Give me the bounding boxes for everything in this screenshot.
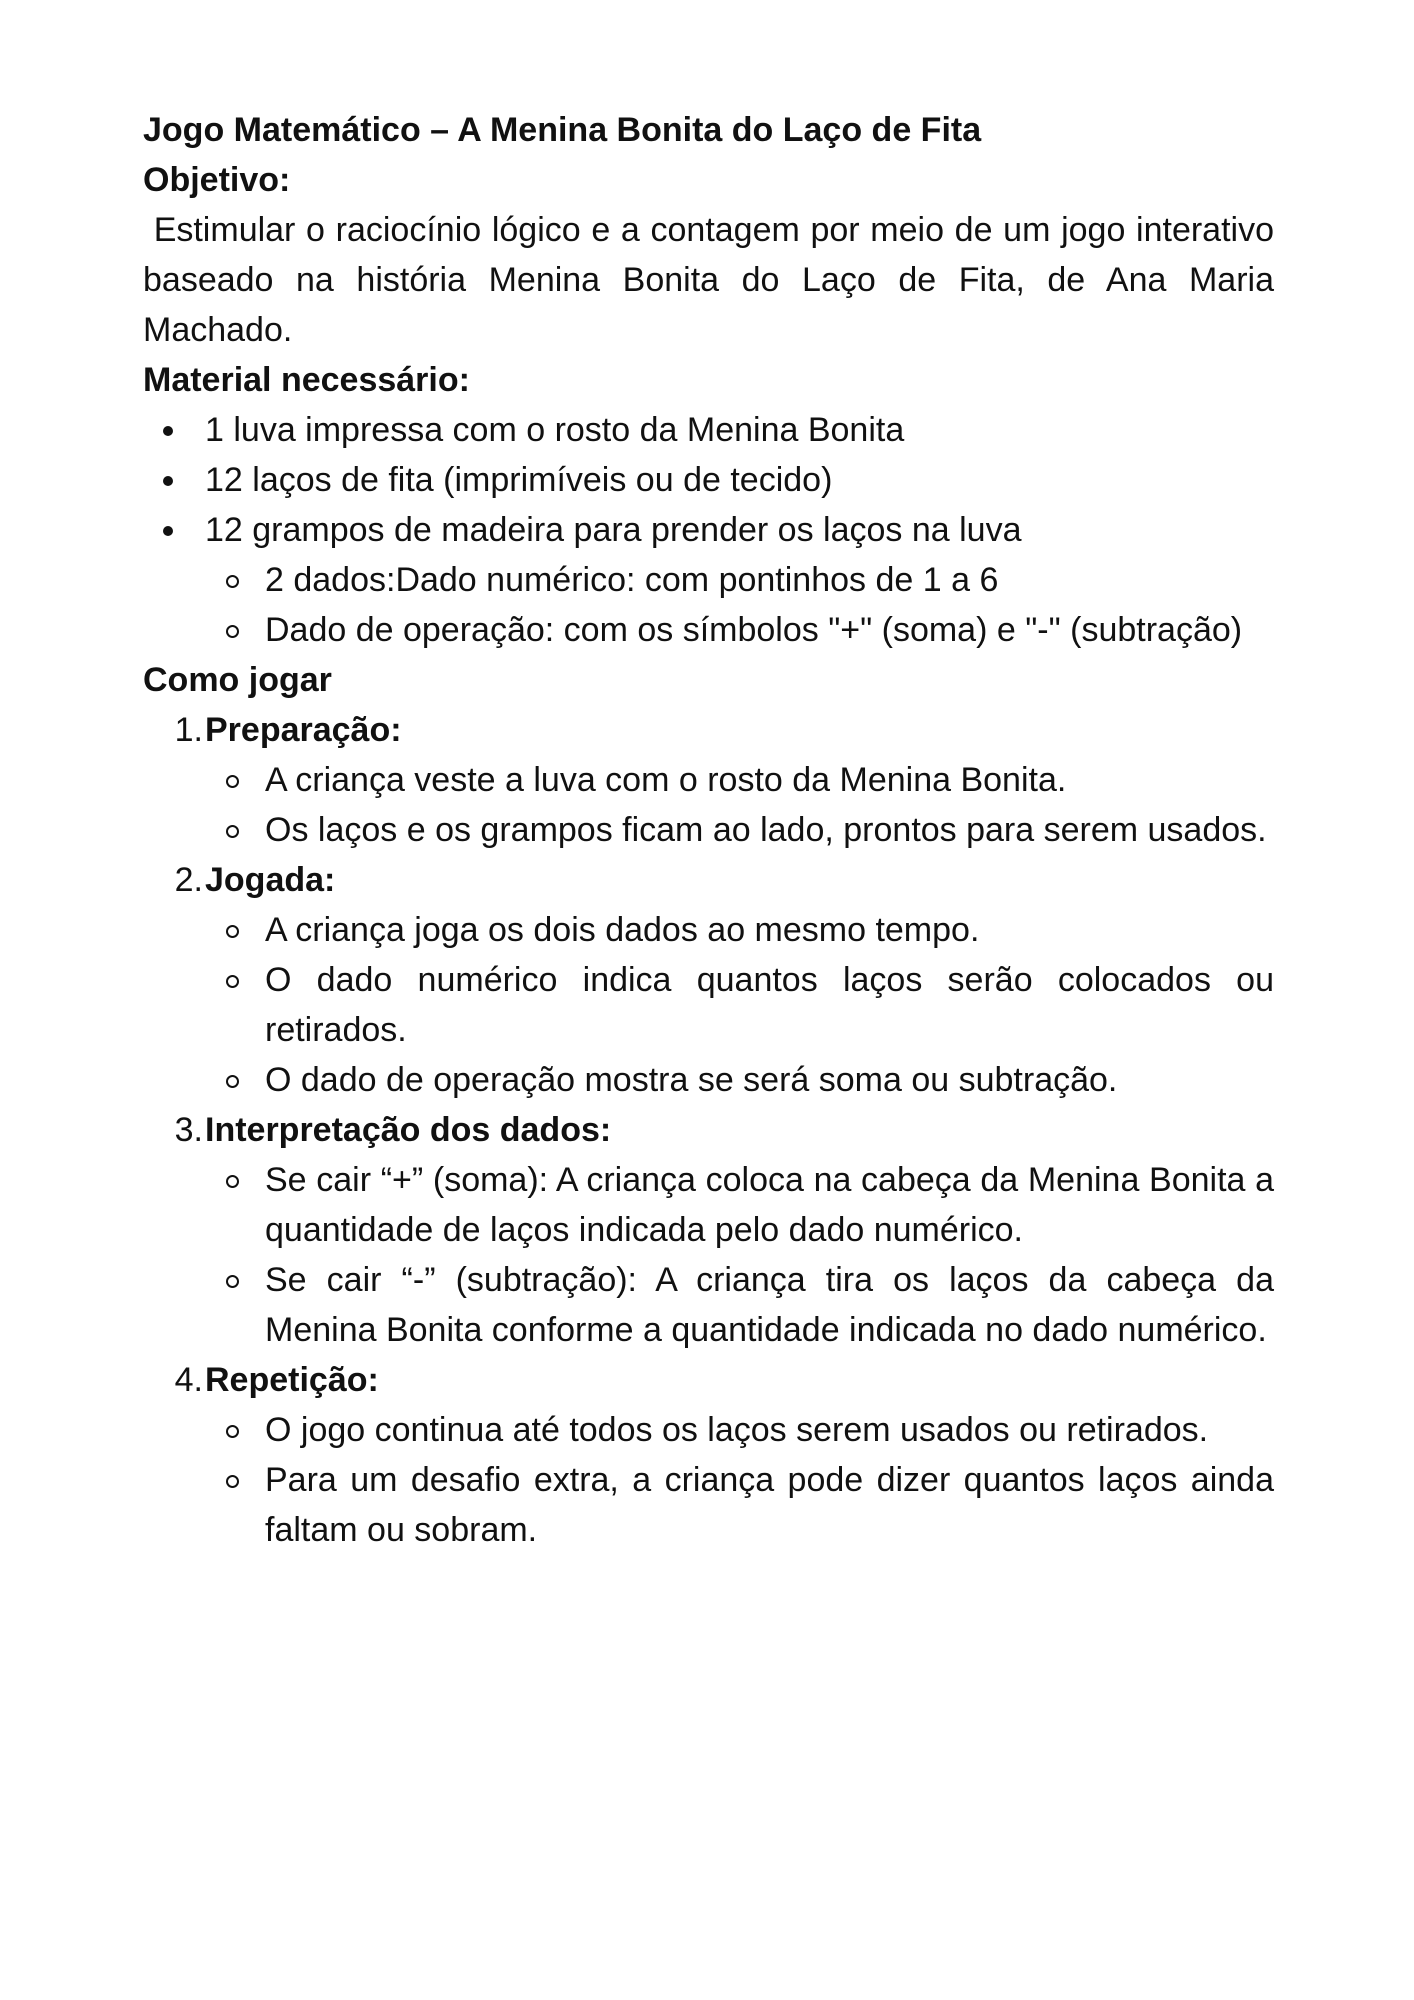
bullet-icon (163, 526, 173, 536)
list-subitem: 2 dados:Dado numérico: com pontinhos de 1 a 6 (143, 555, 1274, 605)
step-title: Interpretação dos dados: (205, 1111, 612, 1149)
circle-bullet-icon (226, 975, 239, 988)
document-title: Jogo Matemático – A Menina Bonita do Laço de Fita (143, 111, 982, 149)
materials-list (143, 405, 1274, 655)
step-title: Preparação: (205, 711, 402, 749)
circle-bullet-icon (226, 1075, 239, 1088)
objective-text: Estimular o raciocínio lógico e a contagem por meio de um jogo interativo baseado na história Menina Bonita do Laço de Fita, de Ana Maria Machado. (143, 211, 1284, 349)
circle-bullet-icon (226, 825, 239, 838)
materials-heading: Material necessário: (143, 361, 470, 399)
bullet-icon (163, 476, 173, 486)
circle-bullet-icon (226, 775, 239, 788)
steps-list (143, 705, 1274, 1555)
list-item: 12 grampos de madeira para prender os laços na luva (143, 505, 1274, 555)
list-subitem: A criança joga os dois dados ao mesmo tempo. (143, 905, 1274, 955)
list-subitem: Os laços e os grampos ficam ao lado, prontos para serem usados. (143, 805, 1274, 855)
circle-bullet-icon (226, 575, 239, 588)
step-item (143, 855, 1274, 905)
circle-bullet-icon (226, 1425, 239, 1438)
list-subitem: Se cair “-” (subtração): A criança tira os laços da cabeça da Menina Bonita conforme a quantidade indicada no dado numérico. (143, 1255, 1274, 1355)
step-item (143, 705, 1274, 755)
step-number: 1. (174, 711, 203, 749)
circle-bullet-icon (226, 1275, 239, 1288)
document-page (143, 105, 1284, 1555)
list-item: 12 laços de fita (imprimíveis ou de tecido) (143, 455, 1274, 505)
list-subitem: A criança veste a luva com o rosto da Menina Bonita. (143, 755, 1274, 805)
list-subitem: O dado de operação mostra se será soma ou subtração. (143, 1055, 1274, 1105)
list-subitem: O dado numérico indica quantos laços serão colocados ou retirados. (143, 955, 1274, 1055)
bullet-icon (163, 426, 173, 436)
circle-bullet-icon (226, 1175, 239, 1188)
step-item (143, 1105, 1274, 1155)
circle-bullet-icon (226, 1475, 239, 1488)
step-number: 4. (174, 1361, 203, 1399)
list-subitem: Dado de operação: com os símbolos "+" (soma) e "-" (subtração) (143, 605, 1274, 655)
how-to-play-heading: Como jogar (143, 661, 332, 699)
objective-heading: Objetivo: (143, 161, 291, 199)
list-subitem: Para um desafio extra, a criança pode dizer quantos laços ainda faltam ou sobram. (143, 1455, 1274, 1555)
list-subitem: O jogo continua até todos os laços serem usados ou retirados. (143, 1405, 1274, 1455)
circle-bullet-icon (226, 925, 239, 938)
list-subitem: Se cair “+” (soma): A criança coloca na cabeça da Menina Bonita a quantidade de laços indicada pelo dado numérico. (143, 1155, 1274, 1255)
list-item: 1 luva impressa com o rosto da Menina Bonita (143, 405, 1274, 455)
circle-bullet-icon (226, 625, 239, 638)
step-number: 3. (174, 1111, 203, 1149)
step-number: 2. (174, 861, 203, 899)
step-title: Repetição: (205, 1361, 379, 1399)
step-item (143, 1355, 1274, 1405)
step-title: Jogada: (205, 861, 336, 899)
